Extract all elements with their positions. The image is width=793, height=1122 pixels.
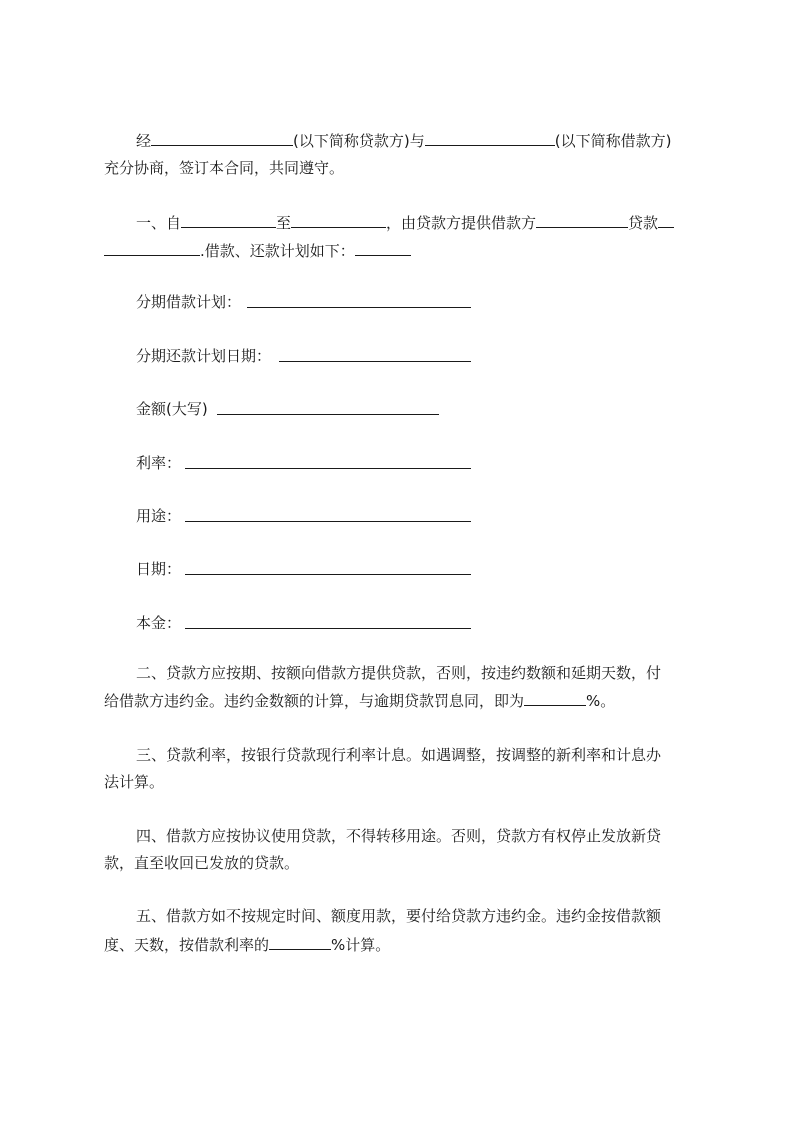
clause-5-text-2: %计算。 [331,936,391,954]
date-input[interactable] [185,574,471,575]
installment-loan-input[interactable] [247,307,471,308]
clause-1-text-5: .借款、还款计划如下： [200,242,355,260]
installment-repay-input[interactable] [279,361,471,362]
clause-3-line-1: 三、贷款利率，按银行贷款现行利率计息。如遇调整，按调整的新利率和计息办 [136,746,662,764]
date-label: 日期： [136,560,182,578]
plan-blank[interactable] [355,240,411,256]
loan-amount-blank-b[interactable] [104,240,200,256]
clause-1-text-3: ，由贷款方提供借款方 [386,214,537,232]
lender-name-blank[interactable] [151,130,293,146]
clause-2-text-1: 给借款方违约金。违约金数额的计算，与逾期贷款罚息同，即为 [104,692,525,710]
interest-rate-label: 利率： [136,454,182,472]
end-date-blank[interactable] [291,212,386,228]
installment-repay-label: 分期还款计划日期： [136,347,272,365]
clause-4-line-2: 款，直至收回已发放的贷款。 [104,854,300,872]
breach-rate-blank[interactable] [269,934,331,950]
clause-2-text-2: %。 [586,692,616,710]
clause-2-line-1: 二、贷款方应按期、按额向借款方提供贷款，否则，按违约数额和延期天数，付 [136,664,662,682]
clause-1-text-1: 一、自 [136,214,182,232]
clause-5-line-2 [104,934,390,955]
borrower-name-blank[interactable] [425,130,555,146]
loan-type-blank[interactable] [536,212,628,228]
intro-text-1: 经 [136,132,152,150]
principal-label: 本金： [136,614,182,632]
clause-1-line-1 [136,212,674,233]
clause-1-line-2 [104,240,411,261]
clause-5-text-1: 度、天数，按借款利率的 [104,936,270,954]
loan-amount-blank-a[interactable] [658,212,674,228]
clause-1-text-4: 贷款 [628,214,659,232]
principal-input[interactable] [185,628,471,629]
amount-words-label: 金额(大写) [136,400,208,418]
intro-line-2: 充分协商，签订本合同，共同遵守。 [104,159,345,177]
amount-words-input[interactable] [217,414,439,415]
clause-5-line-1: 五、借款方如不按规定时间、额度用款，要付给贷款方违约金。违约金按借款额 [136,907,662,925]
intro-line-1 [136,130,671,151]
penalty-rate-blank[interactable] [524,690,586,706]
clause-2-line-2 [104,690,615,711]
start-date-blank[interactable] [181,212,276,228]
clause-1-text-2: 至 [276,214,292,232]
clause-4-line-1: 四、借款方应按协议使用贷款，不得转移用途。否则，贷款方有权停止发放新贷 [136,827,662,845]
interest-rate-input[interactable] [185,468,471,469]
clause-3-line-2: 法计算。 [104,773,165,791]
intro-text-3: (以下简称借款方) [554,132,672,150]
intro-text-2: (以下简称贷款方)与 [293,132,425,150]
installment-loan-label: 分期借款计划： [136,293,242,311]
purpose-label: 用途： [136,507,182,525]
purpose-input[interactable] [185,521,471,522]
